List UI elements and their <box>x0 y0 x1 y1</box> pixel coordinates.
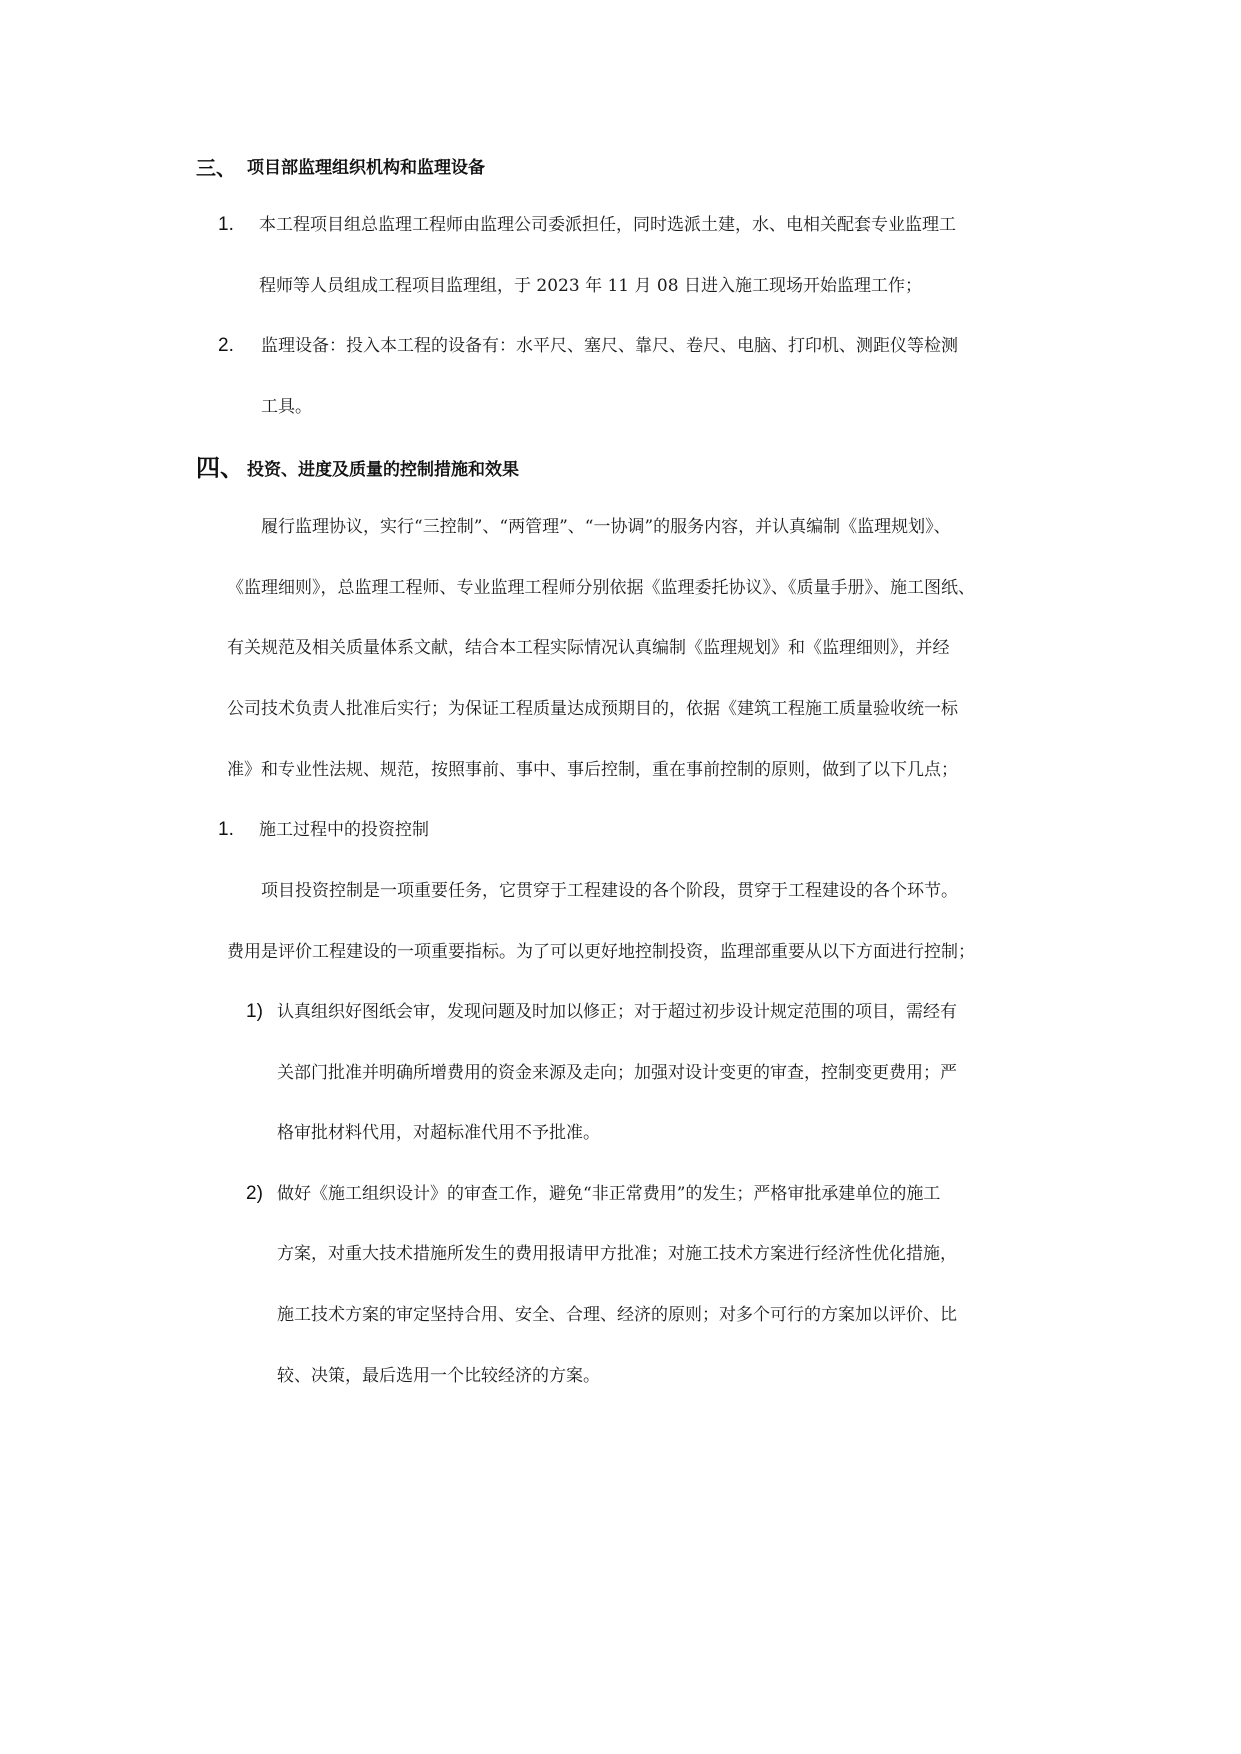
item-label: 施工过程中的投资控制 <box>259 820 429 840</box>
paragraph-line: 格审批材料代用，对超标准代用不予批准。 <box>277 1123 600 1143</box>
paragraph-line: 认真组织好图纸会审，发现问题及时加以修正；对于超过初步设计规定范围的项目，需经有 <box>277 1002 957 1022</box>
subitem-number: 2) <box>246 1183 263 1204</box>
paragraph-line: 关部门批准并明确所增费用的资金来源及走向；加强对设计变更的审查，控制变更费用；严 <box>277 1063 957 1083</box>
subitem-number: 1) <box>246 1001 263 1022</box>
paragraph-line: 《监理细则》，总监理工程师、专业监理工程师分别依据《监理委托协议》、《质量手册》、施工图纸、 <box>227 578 975 598</box>
paragraph-line: 程师等人员组成工程项目监理组，于 2023 年 11 月 08 日进入施工现场开始监理工作； <box>259 276 922 296</box>
section-3-number: 三、 <box>196 156 236 180</box>
paragraph-line: 有关规范及相关质量体系文献，结合本工程实际情况认真编制《监理规划》和《监理细则》，并经 <box>227 638 950 658</box>
section-4-number: 四、 <box>196 454 244 482</box>
item-number: 1. <box>218 214 234 235</box>
paragraph-line: 监理设备：投入本工程的设备有：水平尺、塞尺、靠尺、卷尺、电脑、打印机、测距仪等检测 <box>261 336 958 356</box>
item-number: 2. <box>218 335 234 356</box>
paragraph-line: 本工程项目组总监理工程师由监理公司委派担任，同时选派土建，水、电相关配套专业监理工 <box>259 215 956 235</box>
paragraph-line: 项目投资控制是一项重要任务，它贯穿于工程建设的各个阶段，贯穿于工程建设的各个环节。 <box>261 881 958 901</box>
section-3-title: 项目部监理组织机构和监理设备 <box>247 158 485 178</box>
paragraph-line: 做好《施工组织设计》的审查工作，避免“非正常费用”的发生；严格审批承建单位的施工 <box>277 1184 941 1204</box>
paragraph-line: 公司技术负责人批准后实行；为保证工程质量达成预期目的，依据《建筑工程施工质量验收统一标 <box>227 699 958 719</box>
paragraph-line: 方案，对重大技术措施所发生的费用报请甲方批准；对施工技术方案进行经济性优化措施， <box>277 1244 957 1264</box>
paragraph-line: 工具。 <box>261 397 312 417</box>
paragraph-line: 较、决策，最后选用一个比较经济的方案。 <box>277 1366 600 1386</box>
paragraph-line: 准》和专业性法规、规范，按照事前、事中、事后控制，重在事前控制的原则，做到了以下几点； <box>227 760 958 780</box>
item-number: 1. <box>218 819 234 840</box>
paragraph-line: 施工技术方案的审定坚持合用、安全、合理、经济的原则；对多个可行的方案加以评价、比 <box>277 1305 957 1325</box>
paragraph-line: 履行监理协议，实行“三控制”、“两管理”、“一协调”的服务内容，并认真编制《监理规划》、 <box>261 517 951 537</box>
section-4-title: 投资、进度及质量的控制措施和效果 <box>247 460 519 480</box>
paragraph-line: 费用是评价工程建设的一项重要指标。为了可以更好地控制投资，监理部重要从以下方面进行控制； <box>227 942 975 962</box>
